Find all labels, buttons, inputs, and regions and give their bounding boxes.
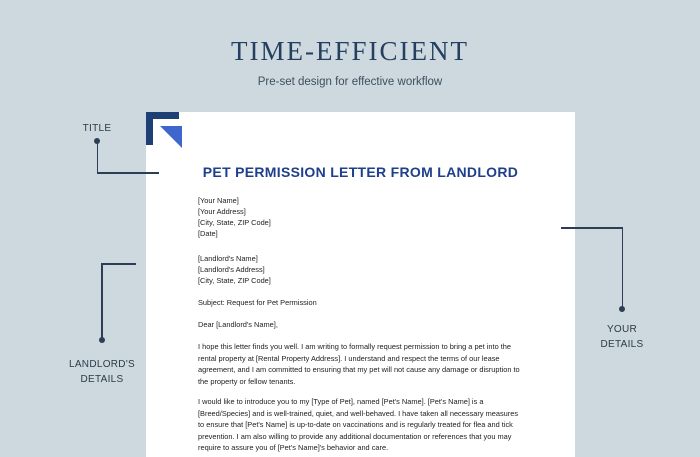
callout-landlord-label xyxy=(62,357,142,387)
callout-your-connector xyxy=(622,227,624,309)
callout-landlord-dot xyxy=(99,337,105,343)
letter-salutation: Dear [Landlord's Name], xyxy=(198,320,278,329)
callout-your-connector xyxy=(561,227,623,229)
callout-your-line: YOUR xyxy=(606,324,638,335)
callout-your-dot xyxy=(619,306,625,312)
landlord-city: [City, State, ZIP Code] xyxy=(198,276,271,285)
callout-your-label xyxy=(589,322,655,352)
callout-title-label: TITLE xyxy=(82,123,112,134)
callout-your-line: DETAILS xyxy=(600,339,644,350)
banner-title: TIME-EFFICIENT xyxy=(231,36,469,66)
corner-triangle-decoration xyxy=(160,126,182,148)
letter-heading: PET PERMISSION LETTER FROM LANDLORD xyxy=(202,164,519,180)
callout-landlord-line: LANDLORD'S xyxy=(68,359,136,370)
letter-subject: Subject: Request for Pet Permission xyxy=(198,298,317,307)
banner-subtitle: Pre-set design for effective workflow xyxy=(257,76,443,88)
letter-paragraph: I hope this letter finds you well. I am writing to formally request permission to bring a pet into the rental property at [Rental Property Address]. I understand and respect the terms of our lease agreement, and I am committed to ensuring that my pet will not cause any damage or disruption to the property or fellow tenants. xyxy=(198,342,520,386)
callout-landlord-connector xyxy=(101,263,103,340)
callout-title-connector xyxy=(97,172,159,174)
callout-title-connector xyxy=(97,141,99,173)
sender-name: [Your Name] xyxy=(198,196,239,205)
sender-city: [City, State, ZIP Code] xyxy=(198,218,271,227)
callout-landlord-line: DETAILS xyxy=(80,374,124,385)
sender-address: [Your Address] xyxy=(198,207,246,216)
callout-landlord-connector xyxy=(101,263,136,265)
landlord-name: [Landlord's Name] xyxy=(198,254,258,263)
letter-paragraph: I would like to introduce you to my [Type of Pet], named [Pet's Name]. [Pet's Name] is a [Breed/Species] and is well-trained, quiet, and well-behaved. I have taken all necessary measures to ensure that [Pet's Name] is up-to-date on vaccinations and is regularly treated for flea and tick prevention. I am also willing to provide any additional documentation or references that you may require to assure you of [Pet's Name]'s behavior and care. xyxy=(198,397,519,453)
letter-date: [Date] xyxy=(198,229,218,238)
landlord-address: [Landlord's Address] xyxy=(198,265,265,274)
